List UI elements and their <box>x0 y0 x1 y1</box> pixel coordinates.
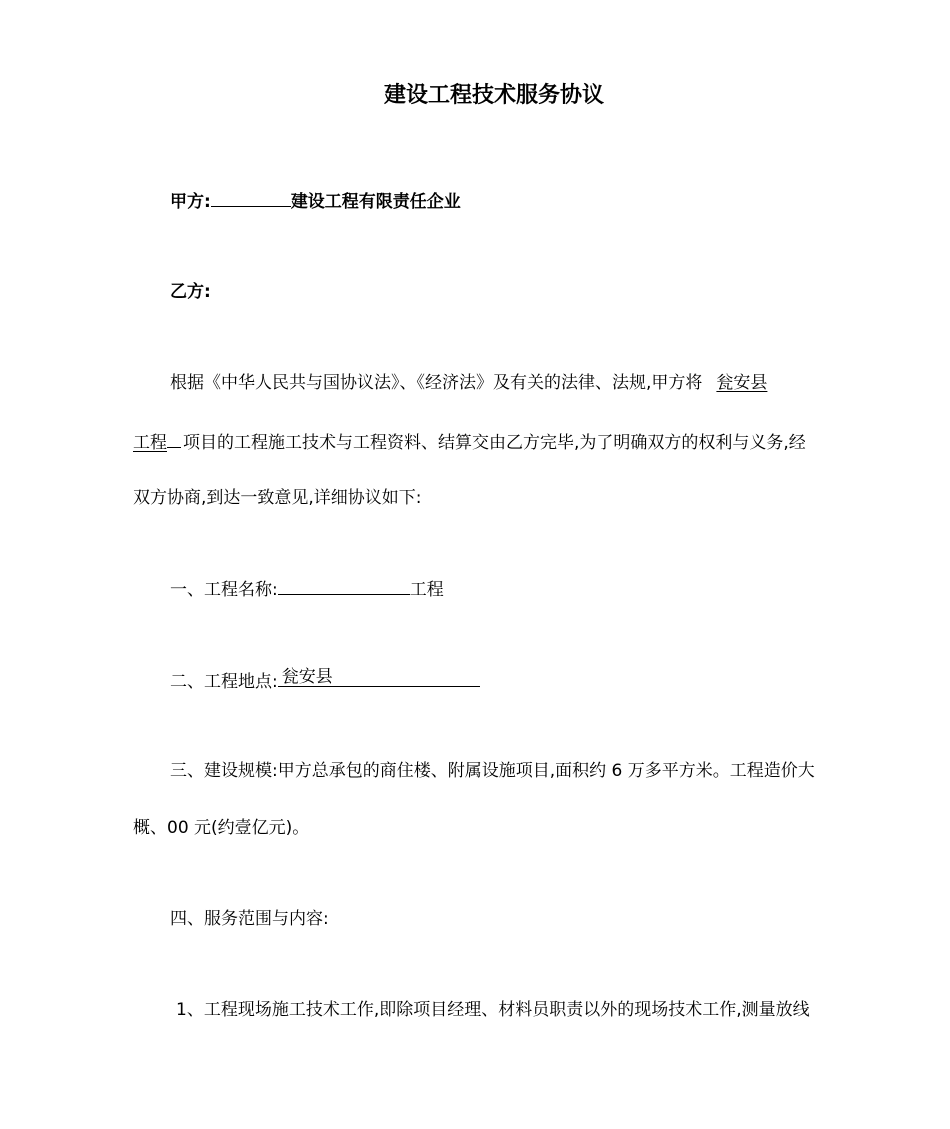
document-title: 建设工程技术服务协议 <box>383 83 604 108</box>
intro-text-3: 双方协商,到达一致意见,详细协议如下: <box>133 488 422 508</box>
item-1-line <box>176 998 810 1022</box>
section-1-blank <box>278 577 410 595</box>
section-4-label: 四、服务范围与内容: <box>170 909 329 929</box>
intro-underlined-project: 工程 <box>133 433 167 453</box>
section-3-text-2: 概、00 元(约壹亿元)。 <box>133 818 310 838</box>
section-2-value-field <box>278 668 480 687</box>
party-a-line <box>170 189 461 214</box>
section-3-line-2 <box>133 816 309 840</box>
intro-line-3 <box>133 486 422 510</box>
party-a-name: 建设工程有限责任企业 <box>290 192 461 212</box>
section-4-line <box>170 907 329 931</box>
intro-line-1 <box>170 371 767 395</box>
party-b-line <box>170 280 211 304</box>
item-1-text: 1、工程现场施工技术工作,即除项目经理、材料员职责以外的现场技术工作,测量放线 <box>176 1000 810 1020</box>
section-1-suffix: 工程 <box>409 580 444 600</box>
party-b-label: 乙方: <box>170 282 211 302</box>
intro-underline-blank <box>167 429 181 448</box>
party-a-label: 甲方: <box>170 192 211 212</box>
section-1-line <box>170 577 444 602</box>
intro-text-2: 项目的工程施工技术与工程资料、结算交由乙方完毕,为了明确双方的权利与义务,经 <box>183 433 806 453</box>
section-2-line <box>170 668 480 694</box>
intro-text-1: 根据《中华人民共与国协议法》、《经济法》及有关的法律、法规,甲方将 <box>170 373 703 393</box>
section-3-text-1: 三、建设规模:甲方总承包的商住楼、附属设施项目,面积约 6 万多平方米。工程造价大 <box>170 761 815 781</box>
intro-underlined-location: 瓮安县 <box>716 373 768 393</box>
section-3-line-1 <box>170 759 815 783</box>
intro-line-2 <box>133 429 806 455</box>
section-2-label: 二、工程地点: <box>170 672 278 692</box>
section-1-label: 一、工程名称: <box>170 580 278 600</box>
party-a-blank <box>211 189 291 207</box>
section-2-value: 瓮安县 <box>281 667 333 687</box>
